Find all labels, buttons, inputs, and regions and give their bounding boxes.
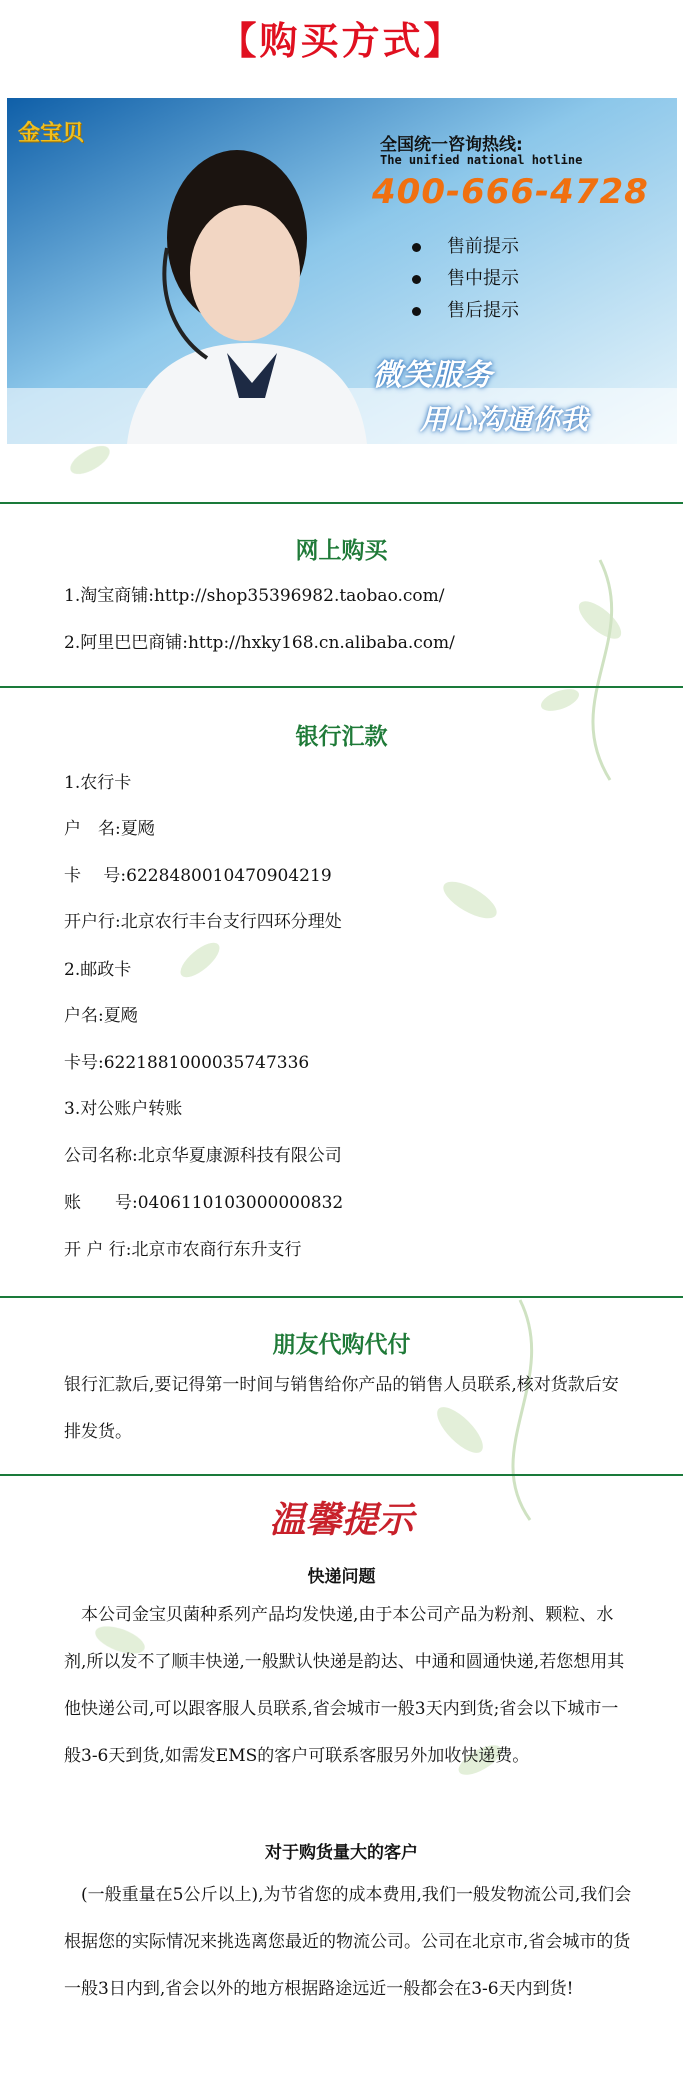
hotline-banner bbox=[7, 98, 677, 444]
tips-title: 温馨提示 bbox=[269, 1499, 414, 1541]
section-heading-friend: 朋友代购代付 bbox=[272, 1332, 411, 1358]
bullet-icon bbox=[412, 243, 421, 252]
bank-line: 开户行:北京农行丰台支行四环分理处 bbox=[64, 912, 342, 932]
slogan-smile: 微笑服务 bbox=[372, 358, 492, 393]
bank-line: 账 号:0406110103000000832 bbox=[64, 1193, 344, 1213]
service-item: 售前提示 bbox=[412, 232, 519, 258]
friend-text: 银行汇款后,要记得第一时间与销售给你产品的销售人员联系,核对货款后安排发货。 bbox=[64, 1375, 619, 1442]
bulk-heading: 对于购货量大的客户 bbox=[265, 1843, 418, 1863]
hotline-number: 400-666-4728 bbox=[372, 172, 649, 212]
bulk-text: (一般重量在5公斤以上),为节省您的成本费用,我们一般发物流公司,我们会根据您的实际情况来挑选离您最近的物流公司。公司在北京市,省会城市的货一般3日内到,省会以外的地方根据路途远近一般都会在3-6天内到货! bbox=[64, 1885, 632, 1999]
hotline-label: 全国统一咨询热线: bbox=[380, 135, 523, 155]
section-divider bbox=[0, 1296, 683, 1298]
banner-background bbox=[7, 98, 677, 444]
bank-line: 卡号:6221881000035747336 bbox=[64, 1053, 310, 1073]
bank-line: 1.农行卡 bbox=[64, 773, 132, 793]
taobao-link[interactable]: 1.淘宝商铺:http://shop35396982.taobao.com/ bbox=[64, 586, 445, 606]
service-item: 售中提示 bbox=[412, 264, 519, 290]
bank-line: 3.对公账户转账 bbox=[64, 1099, 183, 1119]
bank-line: 户 名:夏飏 bbox=[64, 819, 155, 839]
express-heading: 快递问题 bbox=[307, 1567, 376, 1587]
slogan-communicate: 用心沟通你我 bbox=[420, 403, 589, 436]
bank-line: 户名:夏飏 bbox=[64, 1006, 138, 1026]
section-divider bbox=[0, 686, 683, 688]
bank-line: 卡 号:6228480010470904219 bbox=[64, 866, 332, 886]
express-text: 本公司金宝贝菌种系列产品均发快递,由于本公司产品为粉剂、颗粒、水剂,所以发不了顺丰快递,一般默认快递是韵达、中通和圆通快递,若您想用其他快递公司,可以跟客服人员联系,省会城市一般3天内到货;省会以下城市一般3-6天到货,如需发EMS的客户可联系客服另外加收快递费。 bbox=[64, 1605, 625, 1766]
bank-line: 开 户 行:北京市农商行东升支行 bbox=[64, 1240, 302, 1260]
section-divider bbox=[0, 1474, 683, 1476]
bullet-icon bbox=[412, 307, 421, 316]
section-divider bbox=[0, 502, 683, 504]
brand-logo: 金宝贝 bbox=[18, 120, 85, 146]
section-heading-bank: 银行汇款 bbox=[295, 724, 388, 750]
bullet-icon bbox=[412, 275, 421, 284]
bank-line: 2.邮政卡 bbox=[64, 960, 132, 980]
hotline-label-en: The unified national hotline bbox=[380, 153, 583, 167]
bank-line: 公司名称:北京华夏康源科技有限公司 bbox=[64, 1146, 342, 1166]
alibaba-link[interactable]: 2.阿里巴巴商铺:http://hxky168.cn.alibaba.com/ bbox=[64, 633, 455, 653]
service-item: 售后提示 bbox=[412, 296, 519, 322]
section-heading-online: 网上购买 bbox=[295, 538, 388, 564]
page-title: 【购买方式】 bbox=[218, 19, 465, 63]
